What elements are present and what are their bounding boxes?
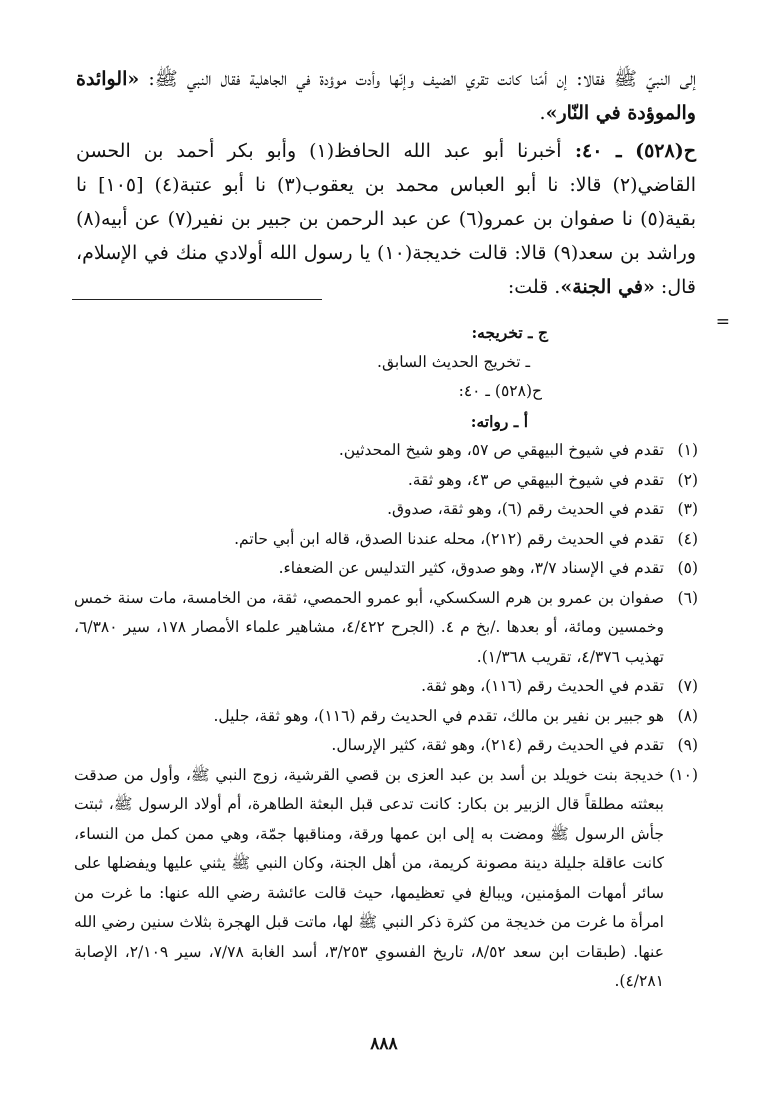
footnote-item <box>74 525 698 555</box>
footnote-item <box>74 702 698 732</box>
footnote-text: تقدم في الحديث رقم (٢١٢)، محله عندنا الصدق، قاله ابن أبي حاتم. <box>234 529 664 548</box>
footnote-text: تقدم في شيوخ البيهقي ص ٥٧، وهو شيخ المحدثين. <box>338 441 664 459</box>
footnote-number: (٤) <box>677 529 698 548</box>
footnote-text: تقدم في الإسناد ٣/٧، وهو صدوق، كثير التدليس عن الضعفاء. <box>278 559 664 577</box>
footnote-item <box>74 761 698 997</box>
main-text <box>76 62 696 308</box>
takhrij-text: ـ تخريج الحديث السابق. <box>377 352 530 371</box>
footnote-item <box>74 436 698 466</box>
paragraph-2-end: . قلت: <box>507 276 561 298</box>
footnote-number: (٣) <box>677 500 698 518</box>
section-id: ح(٥٢٨) ـ ٤٠: <box>458 382 542 400</box>
footnote-number: (١) <box>677 441 698 459</box>
ruwat-heading: أ ـ رواته: <box>470 411 528 431</box>
footnote-text: تقدم في الحديث رقم (١١٦)، وهو ثقة. <box>421 677 664 695</box>
paragraph-2 <box>76 134 696 304</box>
footnote-number: (٨) <box>677 706 698 725</box>
paragraph-1-text: إلى النبيّ ﷺ فقالا: إن أمّنا كانت تقري الضيف وإنّها وأدت موؤدة في الجاهلية فقال النبي ﷺ: <box>139 68 696 90</box>
footnote-number: (٩) <box>677 736 698 754</box>
hadith-number: ح(٥٢٨) ـ ٤٠: <box>561 140 696 162</box>
paragraph-1-end: . <box>539 102 546 124</box>
footnotes <box>74 318 698 997</box>
footnote-number: (٦) <box>677 588 698 607</box>
footnote-text: تقدم في الحديث رقم (٢١٤)، وهو ثقة، كثير الإرسال. <box>331 736 664 754</box>
footnote-item <box>74 584 698 673</box>
footnote-text: تقدم في الحديث رقم (٦)، وهو ثقة، صدوق. <box>387 500 664 518</box>
footnote-number: (٥) <box>677 559 698 577</box>
footnote-item <box>74 466 698 496</box>
footnote-text: هو جبير بن نفير بن مالك، تقدم في الحديث رقم (١١٦)، وهو ثقة، جليل. <box>213 706 664 725</box>
footnote-item <box>74 731 698 761</box>
footnote-item <box>74 672 698 702</box>
takhrij-heading: ج ـ تخريجه: <box>471 323 548 342</box>
footnote-text: خديجة بنت خويلد بن أسد بن عبد العزى بن قصي القرشية، زوج النبي ﷺ، وأول من صدقت ببعثته مطلقاً قال الزبير بن بكار: كانت تدعى قبل البعثة الطاهرة، أم أولاد الرسول ﷺ، ثبتت جأش الرسول ﷺ ومضت به إلى ابن عمها ورقة، ومناقبها جمّة، وهي ممن كمل من النساء، كانت عاقلة جليلة دينة مصونة كريمة، من أهل الجنة، وكان النبي ﷺ يثني عليها ويفضلها على سائر أمهات المؤمنين، ويبالغ في تعظيمها، حيث قالت عائشة رضي الله عنها: ما غرت من امرأة ما غرت من خديجة من كثرة ذكر النبي ﷺ لها، ماتت قبل الهجرة بثلاث سنين رضي الله عنها. (طبقات ابن سعد ٨/٥٢، تاريخ الفسوي ٣/٢٥٣، أسد الغابة ٧/٧٨، سير ٢/١٠٩، الإصابة ٤/٢٨١). <box>74 765 664 990</box>
hadith-quote-1: «الوائدة والموؤدة في النّار» <box>76 68 696 124</box>
footnote-divider <box>72 299 322 300</box>
footnote-text: صفوان بن عمرو بن هرم السكسكي، أبو عمرو الحمصي، ثقة، من الخامسة، مات سنة خمس وخمسين ومائة، أو بعدها ./بخ م ٤. (الجرح ٤/٤٢٢، مشاهير علماء الأمصار ١٧٨، سير ٦/٣٨٠، تهذيب ٤/٣٧٦، تقريب ١/٣٦٨). <box>74 588 664 666</box>
footnote-text: تقدم في شيوخ البيهقي ص ٤٣، وهو ثقة. <box>407 470 664 489</box>
paragraph-1 <box>76 62 696 130</box>
footnote-item <box>74 495 698 525</box>
continuation-marker: = <box>715 312 730 332</box>
footnote-item <box>74 554 698 584</box>
footnote-number: (١٠) <box>669 765 698 784</box>
paragraph-2-text: أخبرنا أبو عبد الله الحافظ(١) وأبو بكر أحمد بن الحسن القاضي(٢) قالا: نا أبو العباس محمد بن يعقوب(٣) نا أبو عتبة(٤) [١٠٥] نا بقية(٥) نا صفوان بن عمرو(٦) عن عبد الرحمن بن جبير بن نفير(٧) عن أبيه(٨) وراشد بن سعد(٩) قالا: قالت خديجة(١٠) يا رسول الله أولادي منك في الإسلام، قال: <box>76 140 696 298</box>
footnote-number: (٧) <box>677 677 698 695</box>
hadith-quote-2: «في الجنة» <box>560 276 655 298</box>
page-number: ٨٨٨ <box>370 1034 398 1054</box>
footnote-number: (٢) <box>677 470 698 489</box>
